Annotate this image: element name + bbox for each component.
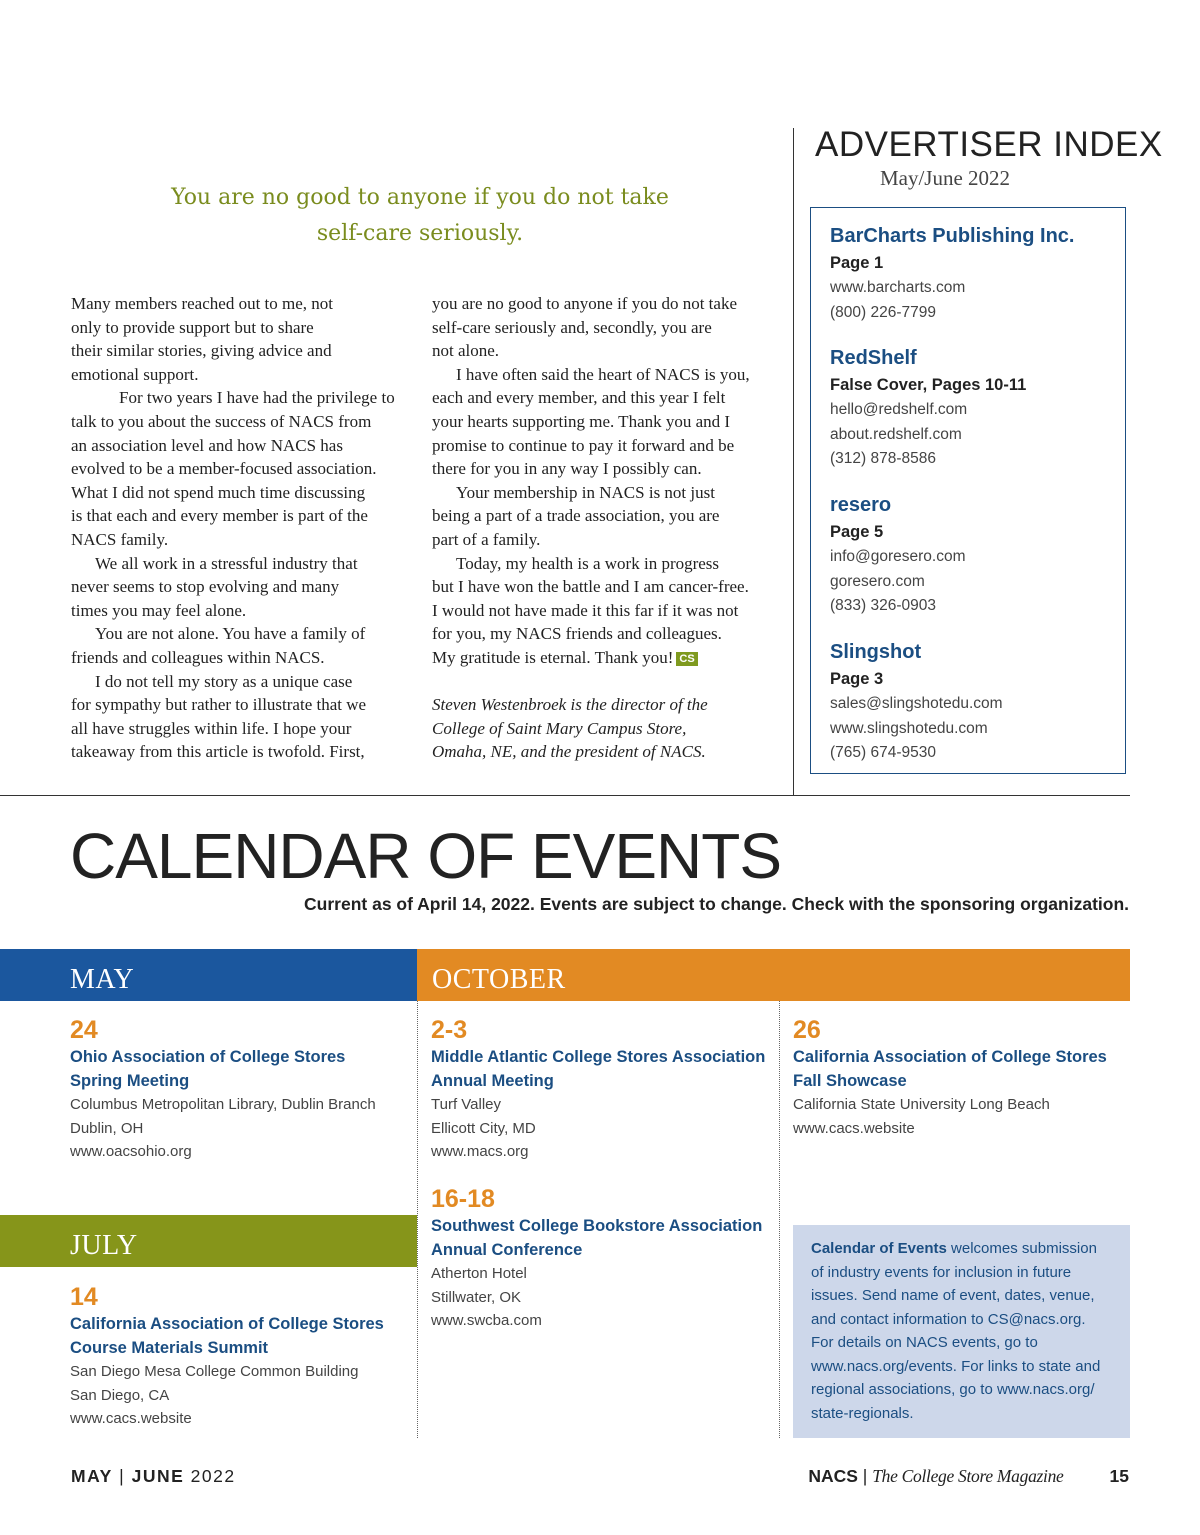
advertiser-name: resero — [830, 494, 892, 516]
footer-org: NACS — [808, 1466, 858, 1486]
article-line: Today, my health is a work in progress — [456, 553, 720, 573]
event-website[interactable]: www.cacs.website — [70, 1410, 192, 1427]
advertiser-entry — [830, 344, 1120, 472]
event-name: Ohio Association of College Stores — [70, 1048, 346, 1066]
event-name: California Association of College Stores — [793, 1048, 1107, 1066]
article-line: self-care seriously and, secondly, you are — [432, 317, 712, 337]
event-date: 16-18 — [431, 1185, 495, 1213]
column-divider — [779, 1001, 780, 1438]
advertiser-link[interactable]: goresero.com — [830, 572, 925, 590]
article-line: friends and colleagues within NACS. — [71, 647, 325, 667]
article-line: there for you in any way I possibly can. — [432, 459, 702, 479]
article-line: takeaway from this article is twofold. First, — [71, 742, 365, 762]
spacer — [432, 670, 772, 694]
footer-publication — [700, 1466, 1129, 1487]
advertiser-entry — [830, 638, 1120, 766]
article-line: NACS family. — [71, 529, 169, 549]
footer-month: MAY — [71, 1466, 113, 1486]
advertiser-name: Slingshot — [830, 641, 922, 663]
event-oct-26 — [793, 1014, 1133, 1140]
advertiser-divider — [793, 128, 794, 796]
article-line: My gratitude is eternal. Thank you! — [432, 647, 674, 667]
article-line: I do not tell my story as a unique case — [95, 671, 353, 691]
info-line: For details on NACS events, go to — [811, 1334, 1038, 1351]
article-line: I have often said the heart of NACS is you, — [456, 364, 750, 384]
article-line: Many members reached out to me, not — [71, 294, 334, 313]
article-line: You are not alone. You have a family of — [95, 624, 366, 644]
advertiser-page: Page 5 — [830, 523, 884, 541]
event-name: Middle Atlantic College Stores Association — [431, 1048, 766, 1066]
article-line: only to provide support but to share — [71, 317, 314, 337]
advertiser-index-subtitle: May/June 2022 — [879, 166, 1011, 190]
info-line: and contact information to CS@nacs.org. — [811, 1310, 1086, 1328]
footer-year: 2022 — [190, 1466, 236, 1486]
section-divider — [0, 795, 1130, 796]
article-line: promise to continue to pay it forward and be — [432, 435, 735, 455]
article-column-2 — [432, 292, 772, 764]
advertiser-name: RedShelf — [830, 347, 917, 369]
article-line: your hearts supporting me. Thank you and I — [432, 411, 731, 431]
article-line: not alone. — [432, 341, 500, 361]
column-divider — [417, 1001, 418, 1438]
article-line: times you may feel alone. — [71, 600, 247, 620]
advertiser-phone: (312) 878-8586 — [830, 450, 936, 467]
article-line: each and every member, and this year I felt — [432, 388, 726, 408]
advertiser-phone: (833) 326-0903 — [830, 597, 936, 614]
info-text: welcomes submission — [946, 1240, 1097, 1257]
event-location: San Diego, CA — [70, 1386, 170, 1404]
article-line: evolved to be a member-focused association. — [71, 459, 377, 479]
footer-separator: | — [862, 1466, 868, 1486]
info-line: of industry events for inclusion in future — [811, 1263, 1072, 1281]
footer-separator: | — [119, 1466, 126, 1486]
article-line: for sympathy but rather to illustrate that we — [71, 695, 367, 715]
advertiser-entry — [830, 491, 1120, 619]
advertiser-phone: (765) 674-9530 — [830, 744, 936, 761]
calendar-note: Current as of April 14, 2022. Events are subject to change. Check with the sponsoring organization. — [304, 894, 1129, 914]
article-line: What I did not spend much time discussing — [71, 482, 366, 502]
author-bio-line: Omaha, NE, and the president of NACS. — [432, 742, 706, 762]
event-date: 26 — [793, 1016, 821, 1044]
article-line: For two years I have had the privilege to — [119, 388, 395, 408]
event-venue: San Diego Mesa College Common Building — [70, 1363, 359, 1380]
article-line: part of a family. — [432, 529, 541, 549]
author-bio-line: College of Saint Mary Campus Store, — [432, 718, 687, 738]
event-website[interactable]: www.swcba.com — [431, 1312, 542, 1329]
article-line: being a part of a trade association, you are — [432, 506, 720, 526]
event-name: California Association of College Stores — [70, 1315, 384, 1333]
info-line: regional associations, go to www.nacs.org/ — [811, 1381, 1095, 1398]
event-venue: Turf Valley — [431, 1096, 502, 1113]
article-line: talk to you about the success of NACS from — [71, 411, 372, 431]
event-name: Annual Conference — [431, 1240, 583, 1259]
event-name: Spring Meeting — [70, 1071, 190, 1090]
article-line: We all work in a stressful industry that — [95, 553, 358, 573]
footer-issue — [71, 1466, 236, 1487]
info-line: www.nacs.org/events. For links to state and — [811, 1357, 1101, 1375]
article-column-1 — [71, 292, 406, 764]
info-line: issues. Send name of event, dates, venue, — [811, 1287, 1095, 1304]
page-number: 15 — [1109, 1466, 1129, 1486]
calendar-info-box — [793, 1225, 1130, 1438]
article-line: for you, my NACS friends and colleagues. — [432, 624, 722, 644]
article-line: you are no good to anyone if you do not take — [432, 294, 737, 313]
advertiser-link[interactable]: www.barcharts.com — [830, 279, 966, 296]
info-line: state-regionals. — [811, 1404, 914, 1422]
event-name: Fall Showcase — [793, 1071, 907, 1090]
event-oct-16-18 — [431, 1183, 771, 1333]
article-line: I would not have made it this far if it was not — [432, 600, 739, 620]
article-line: an association level and how NACS has — [71, 435, 343, 455]
event-oct-2-3 — [431, 1014, 771, 1164]
event-venue: California State University Long Beach — [793, 1096, 1050, 1113]
article-line: Your membership in NACS is not just — [456, 482, 715, 502]
advertiser-page: False Cover, Pages 10-11 — [830, 376, 1027, 394]
event-location: Dublin, OH — [70, 1119, 144, 1137]
info-line — [811, 1237, 1120, 1261]
event-date: 24 — [70, 1016, 98, 1044]
footer-magazine: The College Store Magazine — [872, 1466, 1064, 1486]
footer-month: JUNE — [131, 1466, 185, 1486]
advertiser-index-title: ADVERTISER INDEX — [815, 125, 1163, 164]
cs-end-mark-icon: CS — [676, 652, 697, 666]
advertiser-entry — [830, 222, 1120, 325]
month-bar-october: OCTOBER — [417, 949, 1130, 1001]
article-line: is that each and every member is part of the — [71, 506, 368, 526]
event-website[interactable]: www.cacs.website — [793, 1119, 915, 1137]
pull-quote-line: You are no good to anyone if you do not take — [171, 185, 669, 210]
pull-quote — [150, 180, 690, 252]
article-closing-line — [432, 646, 772, 670]
event-may-24 — [70, 1014, 410, 1164]
article-line: but I have won the battle and I am cancer-free. — [432, 577, 749, 597]
advertiser-email[interactable]: hello@redshelf.com — [830, 401, 968, 418]
advertiser-phone: (800) 226-7799 — [830, 303, 936, 321]
advertiser-name: BarCharts Publishing Inc. — [830, 225, 1075, 247]
event-name: Course Materials Summit — [70, 1338, 269, 1357]
article-line: emotional support. — [71, 364, 199, 384]
advertiser-link[interactable]: www.slingshotedu.com — [830, 719, 988, 737]
advertiser-email[interactable]: info@goresero.com — [830, 548, 966, 565]
event-location: Stillwater, OK — [431, 1288, 522, 1306]
article-line: their similar stories, giving advice and — [71, 341, 332, 361]
article-line: never seems to stop evolving and many — [71, 577, 340, 597]
article-line: all have struggles within life. I hope your — [71, 718, 352, 738]
event-website[interactable]: www.macs.org — [431, 1143, 529, 1160]
event-jul-14 — [70, 1281, 410, 1431]
event-name: Annual Meeting — [431, 1071, 554, 1090]
advertiser-page: Page 3 — [830, 670, 884, 688]
calendar-title: CALENDAR OF EVENTS — [70, 820, 782, 892]
month-bar-july: JULY — [0, 1215, 417, 1267]
advertiser-link[interactable]: about.redshelf.com — [830, 425, 962, 443]
month-bar-may: MAY — [0, 949, 417, 1001]
event-name: Southwest College Bookstore Association — [431, 1217, 763, 1235]
event-venue: Columbus Metropolitan Library, Dublin Branch — [70, 1096, 376, 1113]
event-website[interactable]: www.oacsohio.org — [70, 1143, 192, 1160]
event-date: 2-3 — [431, 1016, 468, 1044]
pull-quote-line: self-care seriously. — [316, 221, 524, 246]
event-venue: Atherton Hotel — [431, 1265, 527, 1282]
event-location: Ellicott City, MD — [431, 1119, 536, 1137]
info-lead: Calendar of Events — [811, 1240, 947, 1257]
event-date: 14 — [70, 1283, 98, 1311]
advertiser-email[interactable]: sales@slingshotedu.com — [830, 695, 1003, 712]
advertiser-page: Page 1 — [830, 254, 884, 272]
author-bio-line: Steven Westenbroek is the director of the — [432, 695, 708, 715]
